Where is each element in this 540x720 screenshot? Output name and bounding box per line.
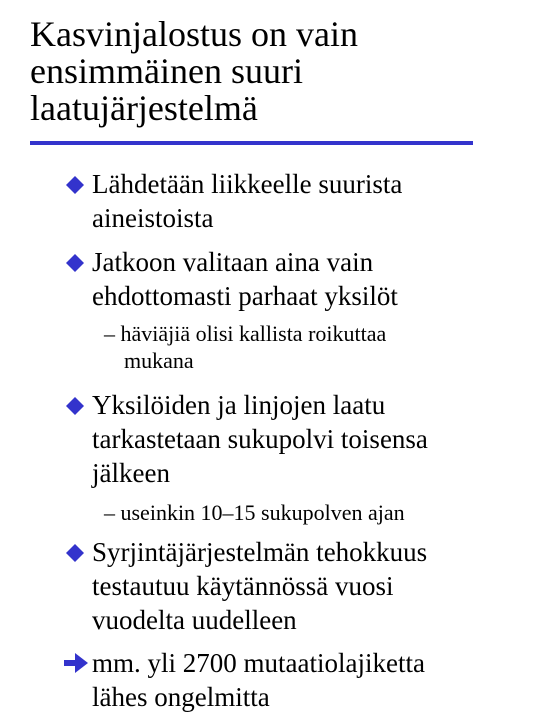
title-divider: [30, 141, 473, 145]
title-line-3: laatujärjestelmä: [30, 88, 258, 128]
diamond-bullet-icon: [66, 176, 84, 194]
bullet-item-1-line-2: aineistoista: [92, 203, 214, 233]
bullet-item-4-line-3: vuodelta uudelleen: [92, 605, 297, 635]
bullet-item-1-line-1: Lähdetään liikkeelle suurista: [92, 169, 403, 199]
diamond-bullet-icon: [66, 254, 84, 272]
title-line-2: ensimmäinen suuri: [30, 51, 303, 91]
bullet-item-4-line-2: testautuu käytännössä vuosi: [92, 571, 394, 601]
title-line-1: Kasvinjalostus on vain: [30, 14, 358, 54]
bullet-item-5: [92, 646, 522, 714]
sub-item-2: [104, 499, 524, 526]
bullet-item-3-line-2: tarkastetaan sukupolvi toisensa: [92, 424, 428, 454]
sub-item-1-line-2: mukana: [124, 348, 194, 373]
sub-item-2-line-1: – useinkin 10–15 sukupolven ajan: [104, 500, 405, 525]
bullet-item-4: [92, 535, 522, 637]
diamond-bullet-icon: [66, 397, 84, 415]
bullet-item-2-line-1: Jatkoon valitaan aina vain: [92, 247, 374, 277]
bullet-item-2: [92, 245, 522, 313]
bullet-item-4-line-1: Syrjintäjärjestelmän tehokkuus: [92, 537, 428, 567]
bullet-item-1: [92, 167, 522, 235]
arrow-right-icon: [63, 650, 89, 676]
bullet-item-5-line-2: lähes ongelmitta: [92, 682, 270, 712]
sub-item-1: [104, 320, 524, 374]
bullet-item-2-line-2: ehdottomasti parhaat yksilöt: [92, 281, 398, 311]
bullet-item-3: [92, 388, 522, 490]
sub-item-1-line-1: – häviäjiä olisi kallista roikuttaa: [104, 321, 387, 346]
bullet-item-3-line-1: Yksilöiden ja linjojen laatu: [92, 390, 386, 420]
slide-title: [30, 16, 520, 127]
bullet-item-3-line-3: jälkeen: [92, 458, 170, 488]
diamond-bullet-icon: [66, 544, 84, 562]
bullet-item-5-line-1: mm. yli 2700 mutaatiolajiketta: [92, 648, 425, 678]
